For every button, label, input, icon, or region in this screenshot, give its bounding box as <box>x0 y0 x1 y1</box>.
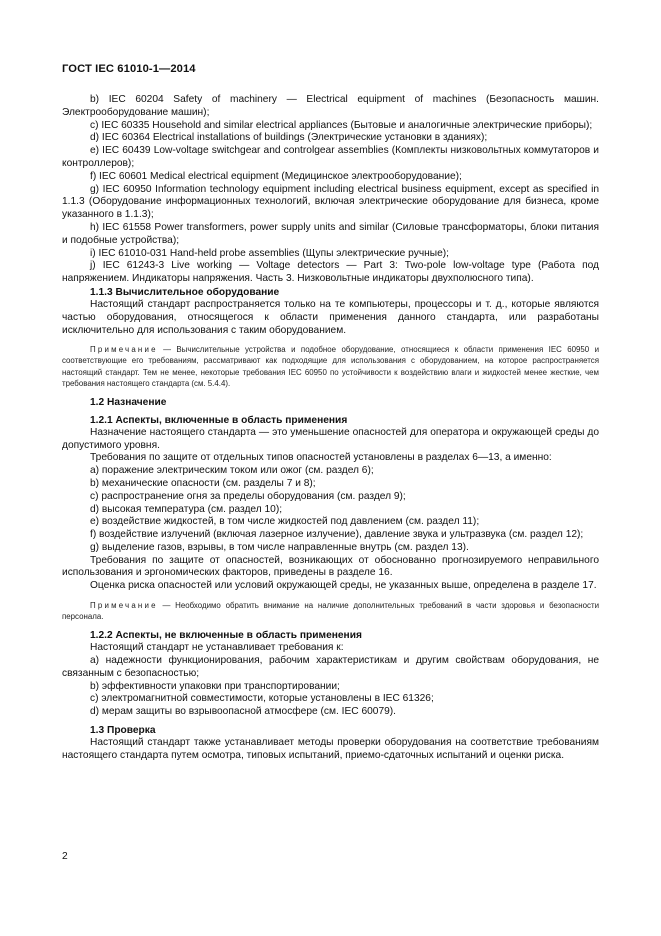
list-item: d) высокая температура (см. раздел 10); <box>90 503 283 515</box>
list-item: c) IEC 60335 Household and similar electrical appliances (Бытовые и аналогичные электрические приборы); <box>90 119 593 131</box>
list-item: j) IEC 61243-3 Live working — Voltage detectors — Part 3: Two-pole low-voltage type (Работа под напряжением. Индикаторы напряжения. Часть 3. Низковольтные индикаторы двухполюсного типа). <box>62 260 599 285</box>
note <box>62 344 599 388</box>
list-item: b) механические опасности (см. разделы 7 и 8); <box>90 477 316 489</box>
list-item: e) воздействие жидкостей, в том числе жидкостей под давлением (см. раздел 11); <box>90 516 480 528</box>
section-heading-1-3: 1.3 Проверка <box>90 725 156 737</box>
list-item: f) воздействие излучений (включая лазерное излучение), давление звука и ультразвука (см. раздел 12); <box>90 529 584 541</box>
list-item: d) IEC 60364 Electrical installations of buildings (Электрические установки в зданиях); <box>90 132 488 144</box>
page-number: 2 <box>62 851 68 862</box>
section-heading-1-2-1: 1.2.1 Аспекты, включенные в область применения <box>90 414 348 426</box>
list-item: c) распространение огня за пределы оборудования (см. раздел 9); <box>90 490 406 502</box>
list-item: c) электромагнитной совместимости, которые установлены в IEC 61326; <box>90 693 434 705</box>
list-item: g) выделение газов, взрывы, в том числе направленные внутрь (см. раздел 13). <box>90 541 469 553</box>
list-item: f) IEC 60601 Medical electrical equipment (Медицинское электрооборудование); <box>90 170 462 182</box>
paragraph: Настоящий стандарт также устанавливает методы проверки оборудования на соответствие требованиям настоящего стандарта путем осмотра, типовых испытаний, приемо-сдаточных испытаний и оценки риска. <box>62 737 599 761</box>
list-item: b) IEC 60204 Safety of machinery — Electrical equipment of machines (Безопасность машин. Электрооборудование машин); <box>62 94 599 118</box>
paragraph: Оценка риска опасностей или условий окружающей среды, не указанных выше, определена в разделе 17. <box>90 580 597 592</box>
list-item: g) IEC 60950 Information technology equipment including electrical business equipment, except as specified in 1.1.3 (Оборудование информационных технологий, включая электрические оборудование для бизнеса, кроме указанного в 1.1.3); <box>62 183 599 221</box>
document-body <box>62 94 599 763</box>
list-item: e) IEC 60439 Low-voltage switchgear and controlgear assemblies (Комплекты низковольтных коммутаторов и контроллеров); <box>62 145 599 169</box>
list-item: i) IEC 61010-031 Hand-held probe assemblies (Щупы электрические ручные); <box>90 247 449 259</box>
section-heading-1-1-3: 1.1.3 Вычислительное оборудование <box>90 286 280 298</box>
list-item: b) эффективности упаковки при транспортировании; <box>90 680 340 692</box>
paragraph: Настоящий стандарт не устанавливает требования к: <box>90 642 344 654</box>
list-item: h) IEC 61558 Power transformers, power supply units and similar (Силовые трансформаторы, блоки питания и подобные устройства); <box>62 221 599 246</box>
paragraph: Требования по защите от отдельных типов опасностей установлены в разделах 6—13, а именно: <box>90 452 552 464</box>
note <box>62 600 599 622</box>
list-item: d) мерам защиты во взрывоопасной атмосфере (см. IEC 60079). <box>90 706 397 718</box>
note-label: Примечание <box>90 601 158 611</box>
section-heading-1-2: 1.2 Назначение <box>90 396 167 408</box>
paragraph: Требования по защите от опасностей, возникающих от обоснованно прогнозируемого неправильного использования и эргономических факторов, приведены в разделе 16. <box>62 554 599 579</box>
paragraph: Назначение настоящего стандарта — это уменьшение опасностей для оператора и окружающей среды до допустимого уровня. <box>62 426 599 451</box>
note-text: — Необходимо обратить внимание на наличие дополнительных требований в части здоровья и безопасности персонала. <box>62 601 599 622</box>
document-header: ГОСТ IEC 61010-1—2014 <box>62 63 196 75</box>
paragraph: Настоящий стандарт распространяется только на те компьютеры, процессоры и т. д., которые являются частью оборудования, относящегося к области применения данного стандарта, или разработаны исключительно для использования с таким оборудованием. <box>62 298 599 336</box>
list-item: a) поражение электрическим током или ожог (см. раздел 6); <box>90 465 374 477</box>
note-text: — Вычислительные устройства и подобное оборудование, относящиеся к области применения IEC 60950 и соответствующие его требованиям, рассматривают как подходящие для использования с оборудованием, на которое распространяется настоящий стандарт. Тем не менее, некоторые требования IEC 60950 по устойчивости к воздействию влаги и жидкостей менее жесткие, чем требования настоящего стандарта (см. 5.4.4). <box>62 345 599 388</box>
list-item: a) надежности функционирования, рабочим характеристикам и другим свойствам оборудования, не связанным с безопасностью; <box>62 655 599 679</box>
note-label: Примечание <box>90 345 158 355</box>
section-heading-1-2-2: 1.2.2 Аспекты, не включенные в область применения <box>90 630 362 642</box>
